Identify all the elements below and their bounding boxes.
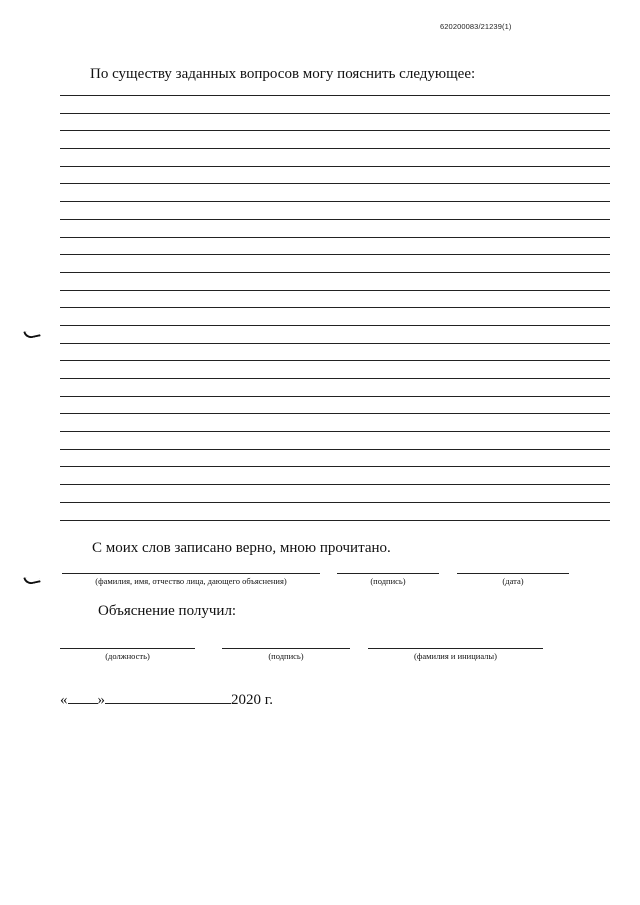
ruled-line [60,413,610,431]
ruled-line [60,130,610,148]
ruled-line [60,449,610,467]
ruled-line [60,272,610,290]
ruled-line [60,466,610,484]
ruled-line [60,378,610,396]
ruled-line [60,307,610,325]
ruled-line [60,484,610,502]
ruled-line [60,520,610,538]
year-text: 2020 г. [231,692,273,708]
ruled-line [60,201,610,219]
receiver-signature-caption: (подпись) [222,648,350,661]
fio-caption: (фамилия, имя, отчество лица, дающего объяснения) [62,573,320,586]
margin-check-mark-icon [23,328,40,339]
ruled-line [60,183,610,201]
recorded-correctly-statement: С моих слов записано верно, мною прочитано. [92,540,391,556]
ruled-line [60,343,610,361]
date-line [60,690,273,709]
margin-check-mark-icon [23,574,40,585]
document-id: 620200083/21239(1) [440,22,512,31]
explanation-received-title: Объяснение получил: [98,603,237,619]
ruled-line [60,431,610,449]
ruled-line [60,290,610,308]
month-blank [105,690,231,704]
ruled-line [60,325,610,343]
ruled-line [60,360,610,378]
ruled-line [60,396,610,414]
close-quote: » [97,692,105,708]
ruled-line [60,219,610,237]
ruled-line [60,166,610,184]
ruled-line [60,113,610,131]
open-quote: « [60,692,68,708]
surname-initials-caption: (фамилия и инициалы) [368,648,543,661]
ruled-line [60,237,610,255]
signature-caption: (подпись) [337,573,439,586]
ruled-line [60,502,610,520]
ruled-line [60,148,610,166]
ruled-line [60,254,610,272]
date-caption: (дата) [457,573,569,586]
ruled-lines [60,95,610,537]
ruled-line [60,95,610,113]
position-caption: (должность) [60,648,195,661]
day-blank [68,690,98,704]
explanation-heading: По существу заданных вопросов могу пояснить следующее: [90,66,476,82]
